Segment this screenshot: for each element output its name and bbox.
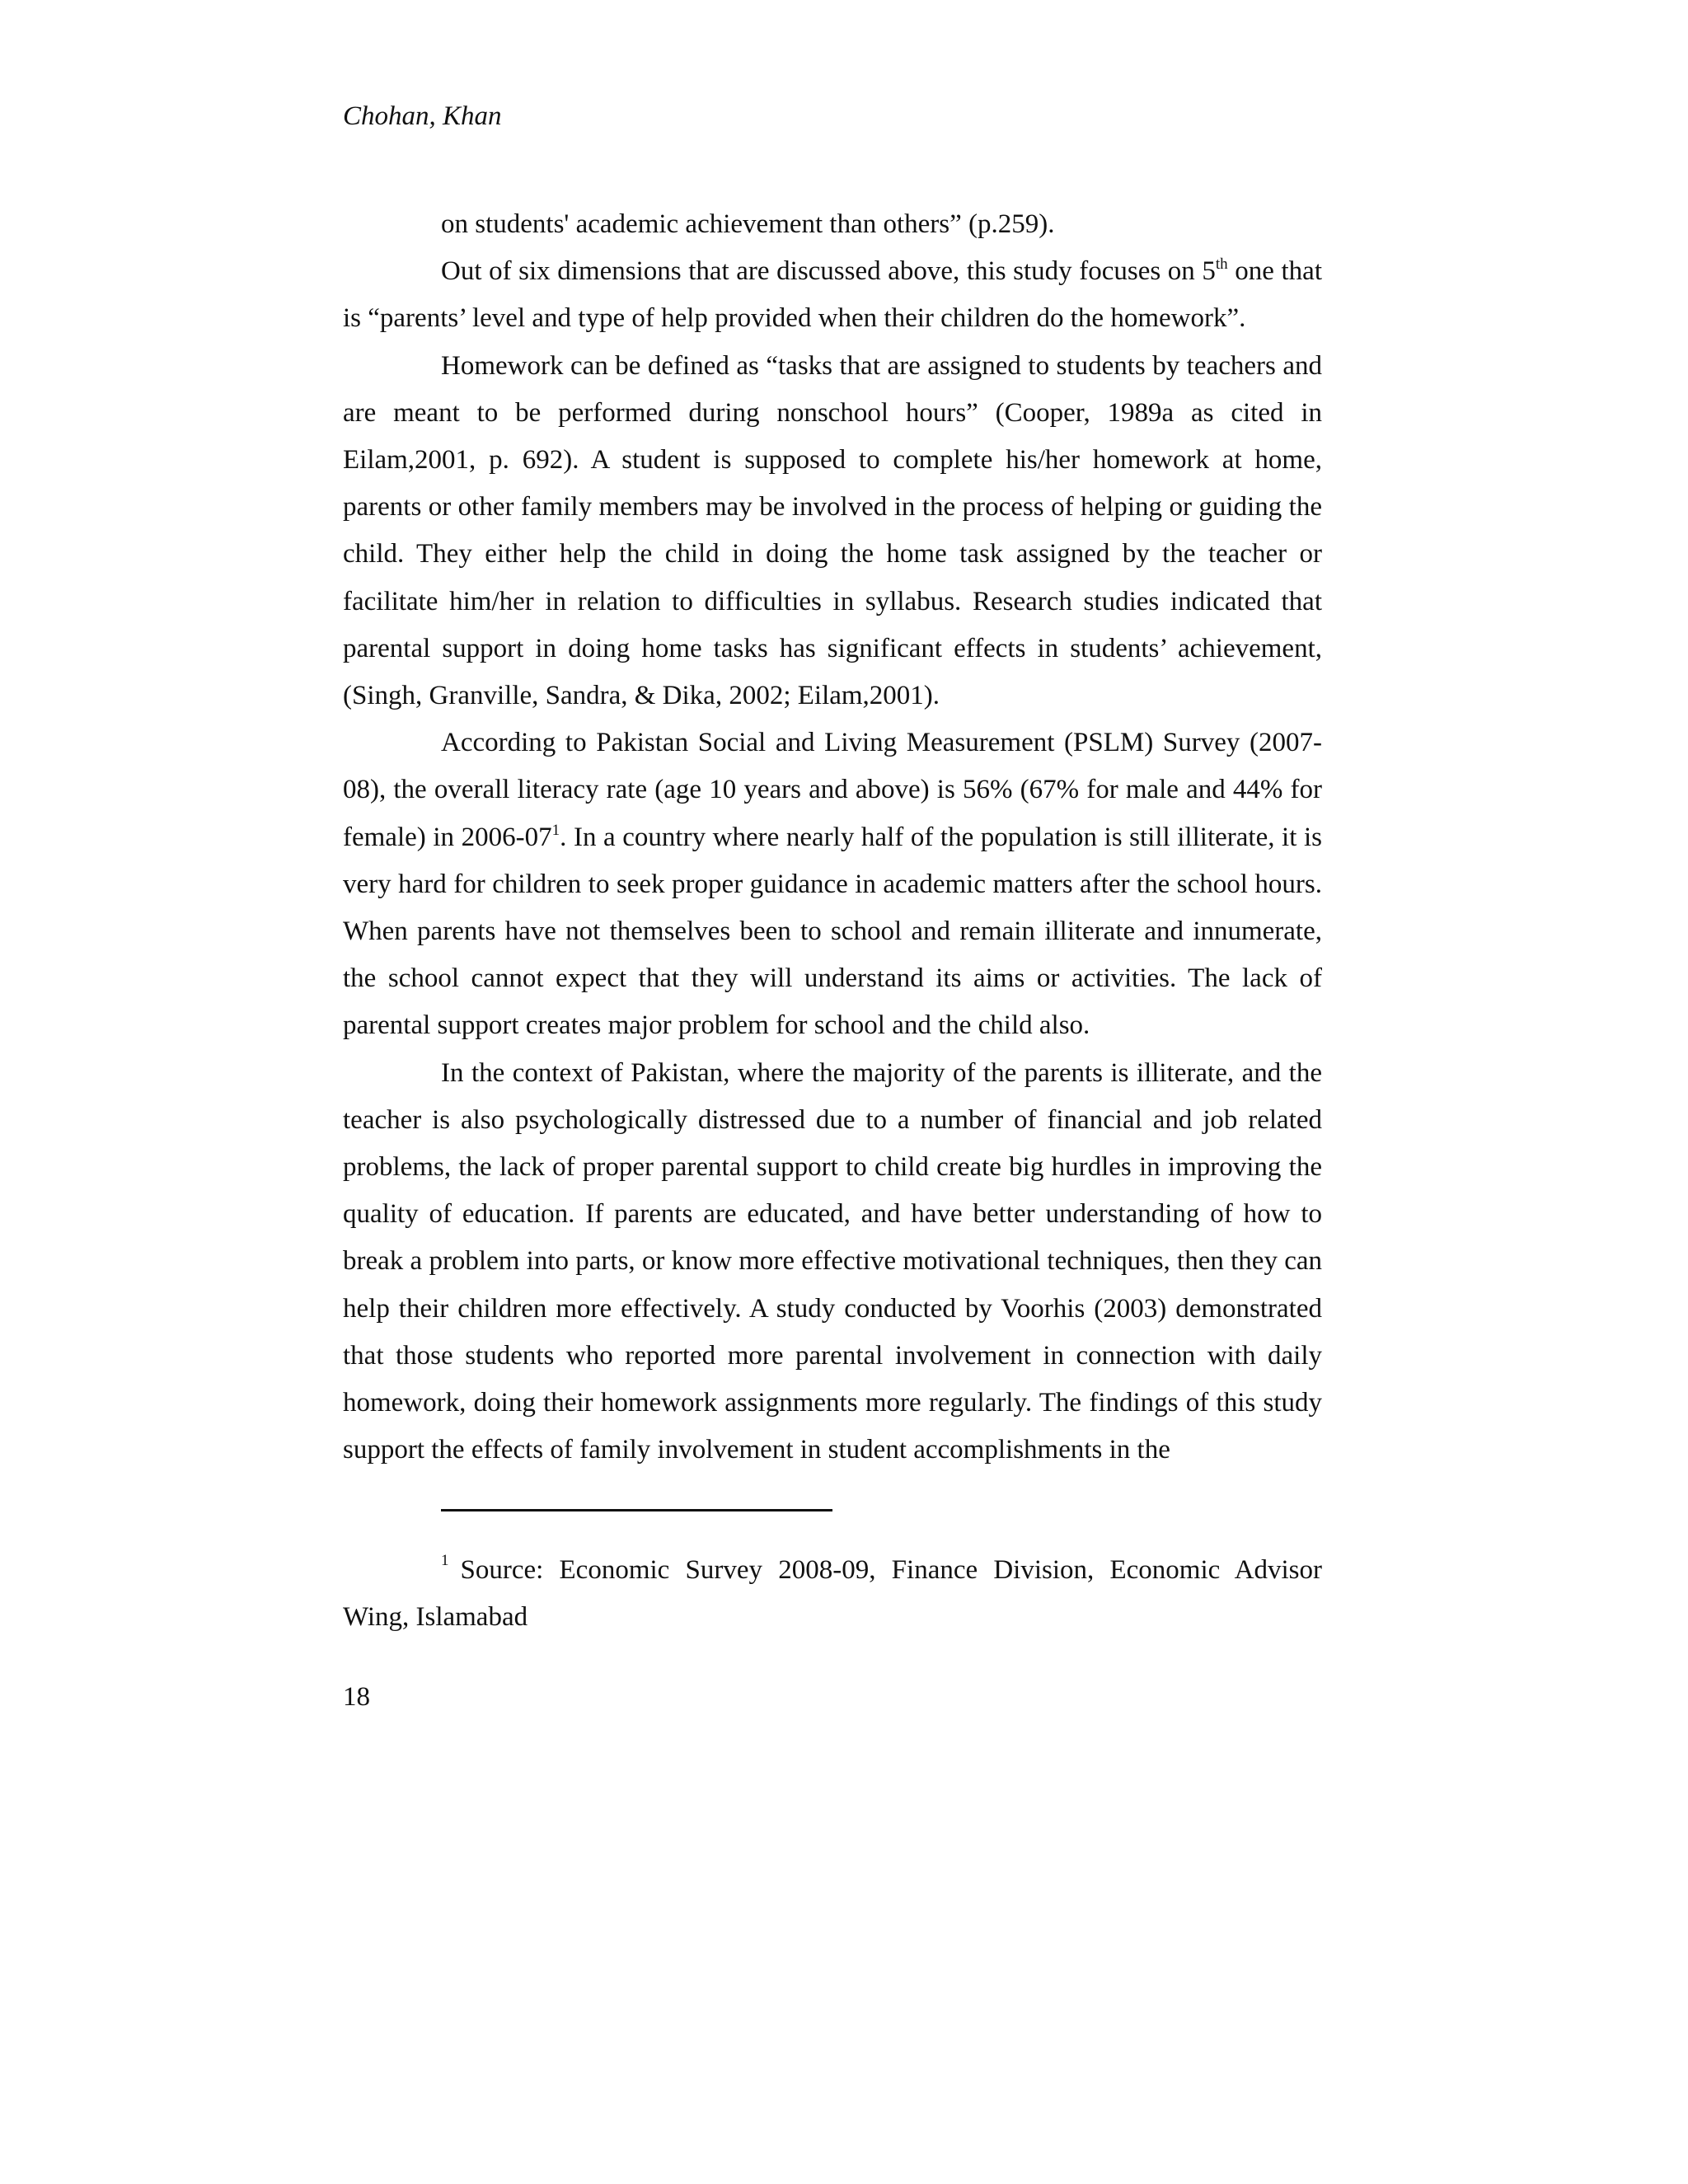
footnote-marker: 1 (441, 1552, 449, 1569)
paragraph-2-text-a: Out of six dimensions that are discussed above, this study focuses on 5 (441, 256, 1216, 287)
paragraph-2 (343, 248, 1322, 342)
paragraph-5: In the context of Pakistan, where the majority of the parents is illiterate, and the teacher is also psychologically distressed due to a number of financial and job related problems, the lack of proper parental support to child create big hurdles in improving the quality of education. If parents are educated, and have better understanding of how to break a problem into parts, or know more effective motivational techniques, then they can help their children more effectively. A study conducted by Voorhis (2003) demonstrated that those students who reported more parental involvement in connection with daily homework, doing their homework assignments more regularly. The findings of this study support the effects of family involvement in student accomplishments in the (343, 1057, 1322, 1465)
paragraph-4-text-b: . In a country where nearly half of the population is still illiterate, it is very hard for children to seek proper guidance in academic matters after the school hours. When parents have not themselves been to school and remain illiterate and innumerate, the school cannot expect that they will understand its aims or activities. The lack of parental support creates major problem for school and the child also. (343, 822, 1322, 1041)
paragraph-2-text-b: one that is “parents’ level and type of help provided when their children do the homework”. (343, 256, 1323, 334)
paragraph-3: Homework can be defined as “tasks that are assigned to students by teachers and are meant to be performed during nonschool hours” (Cooper, 1989a as cited in Eilam,2001, p. 692). A student is supposed to complete his/her homework at home, parents or other family members may be involved in the process of helping or guiding the child. They either help the child in doing the home task assigned by the teacher or facilitate him/her in relation to difficulties in syllabus. Research studies indicated that parental support in doing home tasks has significant effects in students’ achievement, (Singh, Granville, Sandra, & Dika, 2002; Eilam,2001). (343, 350, 1322, 711)
body-text (343, 201, 1322, 1474)
paragraph-4 (343, 719, 1322, 1049)
page-number: 18 (343, 1682, 370, 1712)
paragraph-1: on students' academic achievement than others” (p.259). (441, 209, 1055, 239)
footnote-reference: 1 (551, 821, 560, 839)
ordinal-superscript: th (1215, 255, 1228, 274)
footnote-separator (441, 1509, 832, 1511)
footnote-text: Source: Economic Survey 2008-09, Finance Division, Economic Advisor Wing, Islamabad (343, 1555, 1322, 1633)
running-header: Chohan, Khan (343, 101, 502, 131)
paragraph-4-text-a: According to Pakistan Social and Living Measurement (PSLM) Survey (2007-08), the overall literacy rate (age 10 years and above) is 56% (67% for male and 44% for female) in 2006-07 (343, 728, 1322, 852)
footnote (343, 1547, 1322, 1641)
